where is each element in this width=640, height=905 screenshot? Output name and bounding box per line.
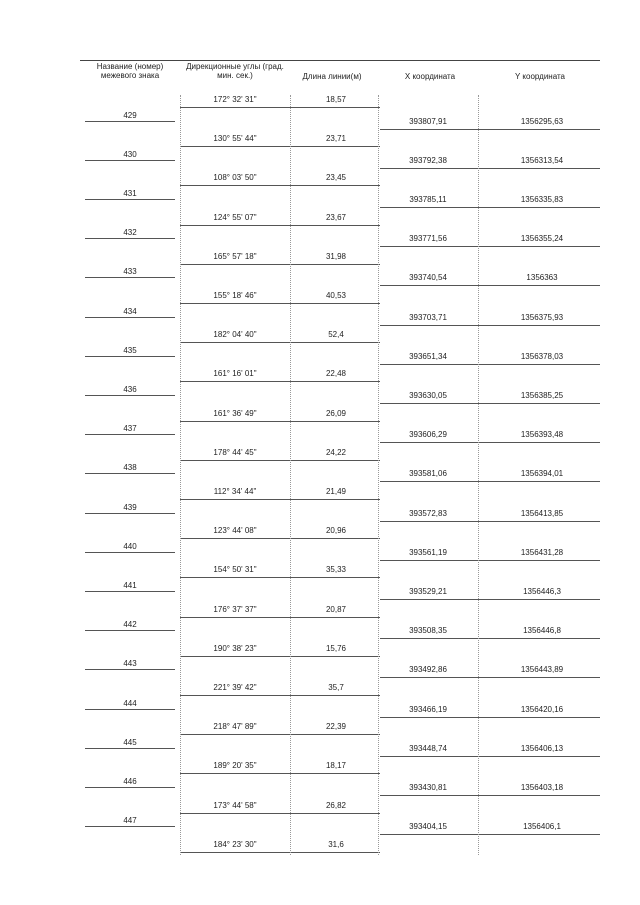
row-divider [180, 734, 380, 735]
column-divider [180, 95, 181, 855]
row-divider [380, 285, 600, 286]
point-y-coordinate: 1356446,3 [523, 587, 561, 596]
point-y-coordinate: 1356403,18 [520, 783, 564, 792]
point-x-coordinate: 393561,19 [409, 547, 447, 557]
row-divider [85, 121, 175, 122]
segment-line-length: 26,82 [325, 800, 347, 810]
row-divider [180, 264, 380, 265]
point-name: 434 [123, 306, 137, 316]
segment-direction-angle: 130° 55' 44" [213, 134, 257, 144]
row-divider [380, 481, 600, 482]
row-divider [180, 146, 380, 147]
row-divider [85, 709, 175, 710]
row-divider [85, 552, 175, 553]
point-y-coordinate: 1356385,25 [520, 391, 564, 400]
row-divider [380, 756, 600, 757]
point-x-coordinate: 393529,21 [409, 587, 447, 596]
point-x-coordinate: 393651,34 [409, 351, 447, 361]
point-x-coordinate: 393572,83 [409, 508, 447, 518]
row-divider [85, 356, 175, 357]
row-divider [180, 460, 380, 461]
point-x-coordinate: 393785,11 [409, 195, 447, 204]
row-divider [380, 717, 600, 718]
segment-direction-angle: 123° 44' 08" [213, 526, 257, 536]
row-divider [180, 617, 380, 618]
segment-line-length: 24,22 [325, 447, 347, 457]
row-divider [380, 521, 600, 522]
point-x-coordinate: 393430,81 [409, 783, 447, 792]
row-divider [380, 325, 600, 326]
segment-direction-angle: 124° 55' 07" [213, 212, 257, 222]
row-divider [180, 852, 380, 853]
row-divider [85, 277, 175, 278]
segment-line-length: 18,57 [325, 95, 347, 104]
header-x-coordinate: Х координата [404, 72, 456, 81]
row-divider [180, 381, 380, 382]
row-divider [180, 107, 380, 108]
header-top-rule [80, 60, 600, 61]
point-x-coordinate: 393703,71 [409, 312, 447, 322]
row-divider [180, 342, 380, 343]
point-name: 443 [123, 659, 137, 669]
point-name: 440 [123, 541, 137, 551]
point-name: 435 [123, 345, 137, 355]
row-divider [380, 442, 600, 443]
point-y-coordinate: 1356363 [526, 273, 558, 283]
row-divider [180, 499, 380, 500]
segment-direction-angle: 165° 57' 18" [213, 251, 257, 261]
point-name: 439 [123, 502, 137, 512]
point-y-coordinate: 1356355,24 [520, 234, 564, 244]
segment-direction-angle: 154° 50' 31" [213, 565, 257, 575]
row-divider [180, 656, 380, 657]
point-y-coordinate: 1356393,48 [520, 430, 564, 440]
point-x-coordinate: 393807,91 [409, 116, 447, 126]
row-divider [85, 199, 175, 200]
point-name: 442 [123, 620, 137, 630]
point-name: 446 [123, 777, 137, 786]
segment-line-length: 22,39 [325, 722, 347, 732]
point-name: 433 [123, 267, 137, 277]
column-divider [290, 95, 291, 855]
point-x-coordinate: 393740,54 [409, 273, 447, 283]
row-divider [380, 129, 600, 130]
column-divider [478, 95, 479, 855]
row-divider [85, 787, 175, 788]
row-divider [85, 826, 175, 827]
point-y-coordinate: 1356431,28 [520, 547, 564, 557]
point-x-coordinate: 393606,29 [409, 430, 447, 440]
row-divider [380, 677, 600, 678]
point-name: 431 [123, 189, 137, 198]
segment-direction-angle: 161° 16' 01" [213, 369, 257, 379]
segment-line-length: 31,98 [325, 251, 347, 261]
point-y-coordinate: 1356446,8 [523, 626, 561, 636]
segment-direction-angle: 184° 23' 30" [213, 839, 257, 849]
segment-direction-angle: 155° 18' 46" [213, 291, 257, 300]
point-name: 430 [123, 149, 137, 159]
segment-line-length: 20,96 [325, 526, 347, 536]
row-divider [380, 403, 600, 404]
segment-line-length: 26,09 [325, 408, 347, 418]
segment-line-length: 23,67 [325, 212, 347, 222]
row-divider [380, 246, 600, 247]
segment-line-length: 40,53 [325, 291, 347, 300]
row-divider [180, 695, 380, 696]
segment-line-length: 20,87 [325, 604, 347, 614]
row-divider [85, 238, 175, 239]
point-y-coordinate: 1356313,54 [520, 155, 564, 165]
row-divider [85, 669, 175, 670]
segment-direction-angle: 218° 47' 89" [213, 722, 257, 732]
point-x-coordinate: 393492,86 [409, 665, 447, 675]
point-name: 432 [123, 228, 137, 238]
row-divider [380, 599, 600, 600]
row-divider [180, 185, 380, 186]
segment-line-length: 21,49 [325, 487, 347, 496]
segment-direction-angle: 189° 20' 35" [213, 761, 257, 771]
segment-direction-angle: 176° 37' 37" [213, 604, 257, 614]
segment-line-length: 35,7 [328, 683, 344, 692]
segment-direction-angle: 172° 32' 31" [213, 95, 257, 104]
row-divider [380, 834, 600, 835]
row-divider [380, 207, 600, 208]
point-name: 438 [123, 463, 137, 473]
segment-line-length: 52,4 [328, 330, 344, 340]
point-y-coordinate: 1356406,1 [523, 822, 561, 832]
segment-line-length: 31,6 [328, 839, 344, 849]
point-x-coordinate: 393581,06 [409, 469, 447, 479]
point-y-coordinate: 1356443,89 [520, 665, 564, 675]
row-divider [180, 773, 380, 774]
segment-line-length: 22,48 [325, 369, 347, 379]
row-divider [180, 421, 380, 422]
row-divider [85, 317, 175, 318]
row-divider [85, 513, 175, 514]
row-divider [180, 813, 380, 814]
row-divider [380, 364, 600, 365]
row-divider [85, 591, 175, 592]
point-y-coordinate: 1356375,93 [520, 312, 564, 322]
point-y-coordinate: 1356406,13 [520, 743, 564, 753]
row-divider [85, 748, 175, 749]
point-x-coordinate: 393404,15 [409, 822, 447, 832]
row-divider [180, 577, 380, 578]
point-x-coordinate: 393448,74 [409, 743, 447, 753]
row-divider [380, 560, 600, 561]
point-name: 429 [123, 110, 137, 120]
row-divider [85, 434, 175, 435]
segment-direction-angle: 108° 03' 50" [213, 173, 257, 183]
row-divider [180, 225, 380, 226]
segment-line-length: 18,17 [325, 761, 347, 771]
header-line-length: Длина линии(м) [302, 72, 362, 81]
point-name: 437 [123, 424, 137, 434]
segment-direction-angle: 112° 34' 44" [213, 487, 257, 496]
row-divider [380, 638, 600, 639]
row-divider [85, 473, 175, 474]
header-direction-angle: Дирекционные углы (град. мин. сек.) [186, 62, 284, 80]
segment-line-length: 23,45 [325, 173, 347, 183]
point-y-coordinate: 1356335,83 [520, 195, 564, 204]
segment-line-length: 23,71 [325, 134, 347, 144]
point-y-coordinate: 1356295,63 [520, 116, 564, 126]
segment-line-length: 35,33 [325, 565, 347, 575]
segment-line-length: 15,76 [325, 643, 347, 653]
header-y-coordinate: Y координата [514, 72, 566, 81]
point-x-coordinate: 393630,05 [409, 391, 447, 400]
row-divider [380, 795, 600, 796]
row-divider [85, 630, 175, 631]
header-point-name: Название (номер) межевого знака [96, 62, 164, 80]
segment-direction-angle: 182° 04' 40" [213, 330, 257, 340]
point-x-coordinate: 393466,19 [409, 704, 447, 714]
point-name: 447 [123, 816, 137, 826]
point-y-coordinate: 1356394,01 [520, 469, 564, 479]
row-divider [380, 168, 600, 169]
point-x-coordinate: 393771,56 [409, 234, 447, 244]
segment-direction-angle: 178° 44' 45" [213, 447, 257, 457]
point-y-coordinate: 1356420,16 [520, 704, 564, 714]
point-x-coordinate: 393508,35 [409, 626, 447, 636]
column-divider [378, 95, 379, 855]
row-divider [85, 395, 175, 396]
point-name: 444 [123, 698, 137, 708]
point-y-coordinate: 1356378,03 [520, 351, 564, 361]
point-name: 436 [123, 385, 137, 394]
row-divider [180, 303, 380, 304]
segment-direction-angle: 173° 44' 58" [213, 800, 257, 810]
row-divider [180, 538, 380, 539]
point-name: 441 [123, 581, 137, 590]
segment-direction-angle: 190° 38' 23" [213, 643, 257, 653]
segment-direction-angle: 161° 36' 49" [213, 408, 257, 418]
point-name: 445 [123, 737, 137, 747]
segment-direction-angle: 221° 39' 42" [213, 683, 257, 692]
row-divider [85, 160, 175, 161]
point-y-coordinate: 1356413,85 [520, 508, 564, 518]
point-x-coordinate: 393792,38 [409, 155, 447, 165]
